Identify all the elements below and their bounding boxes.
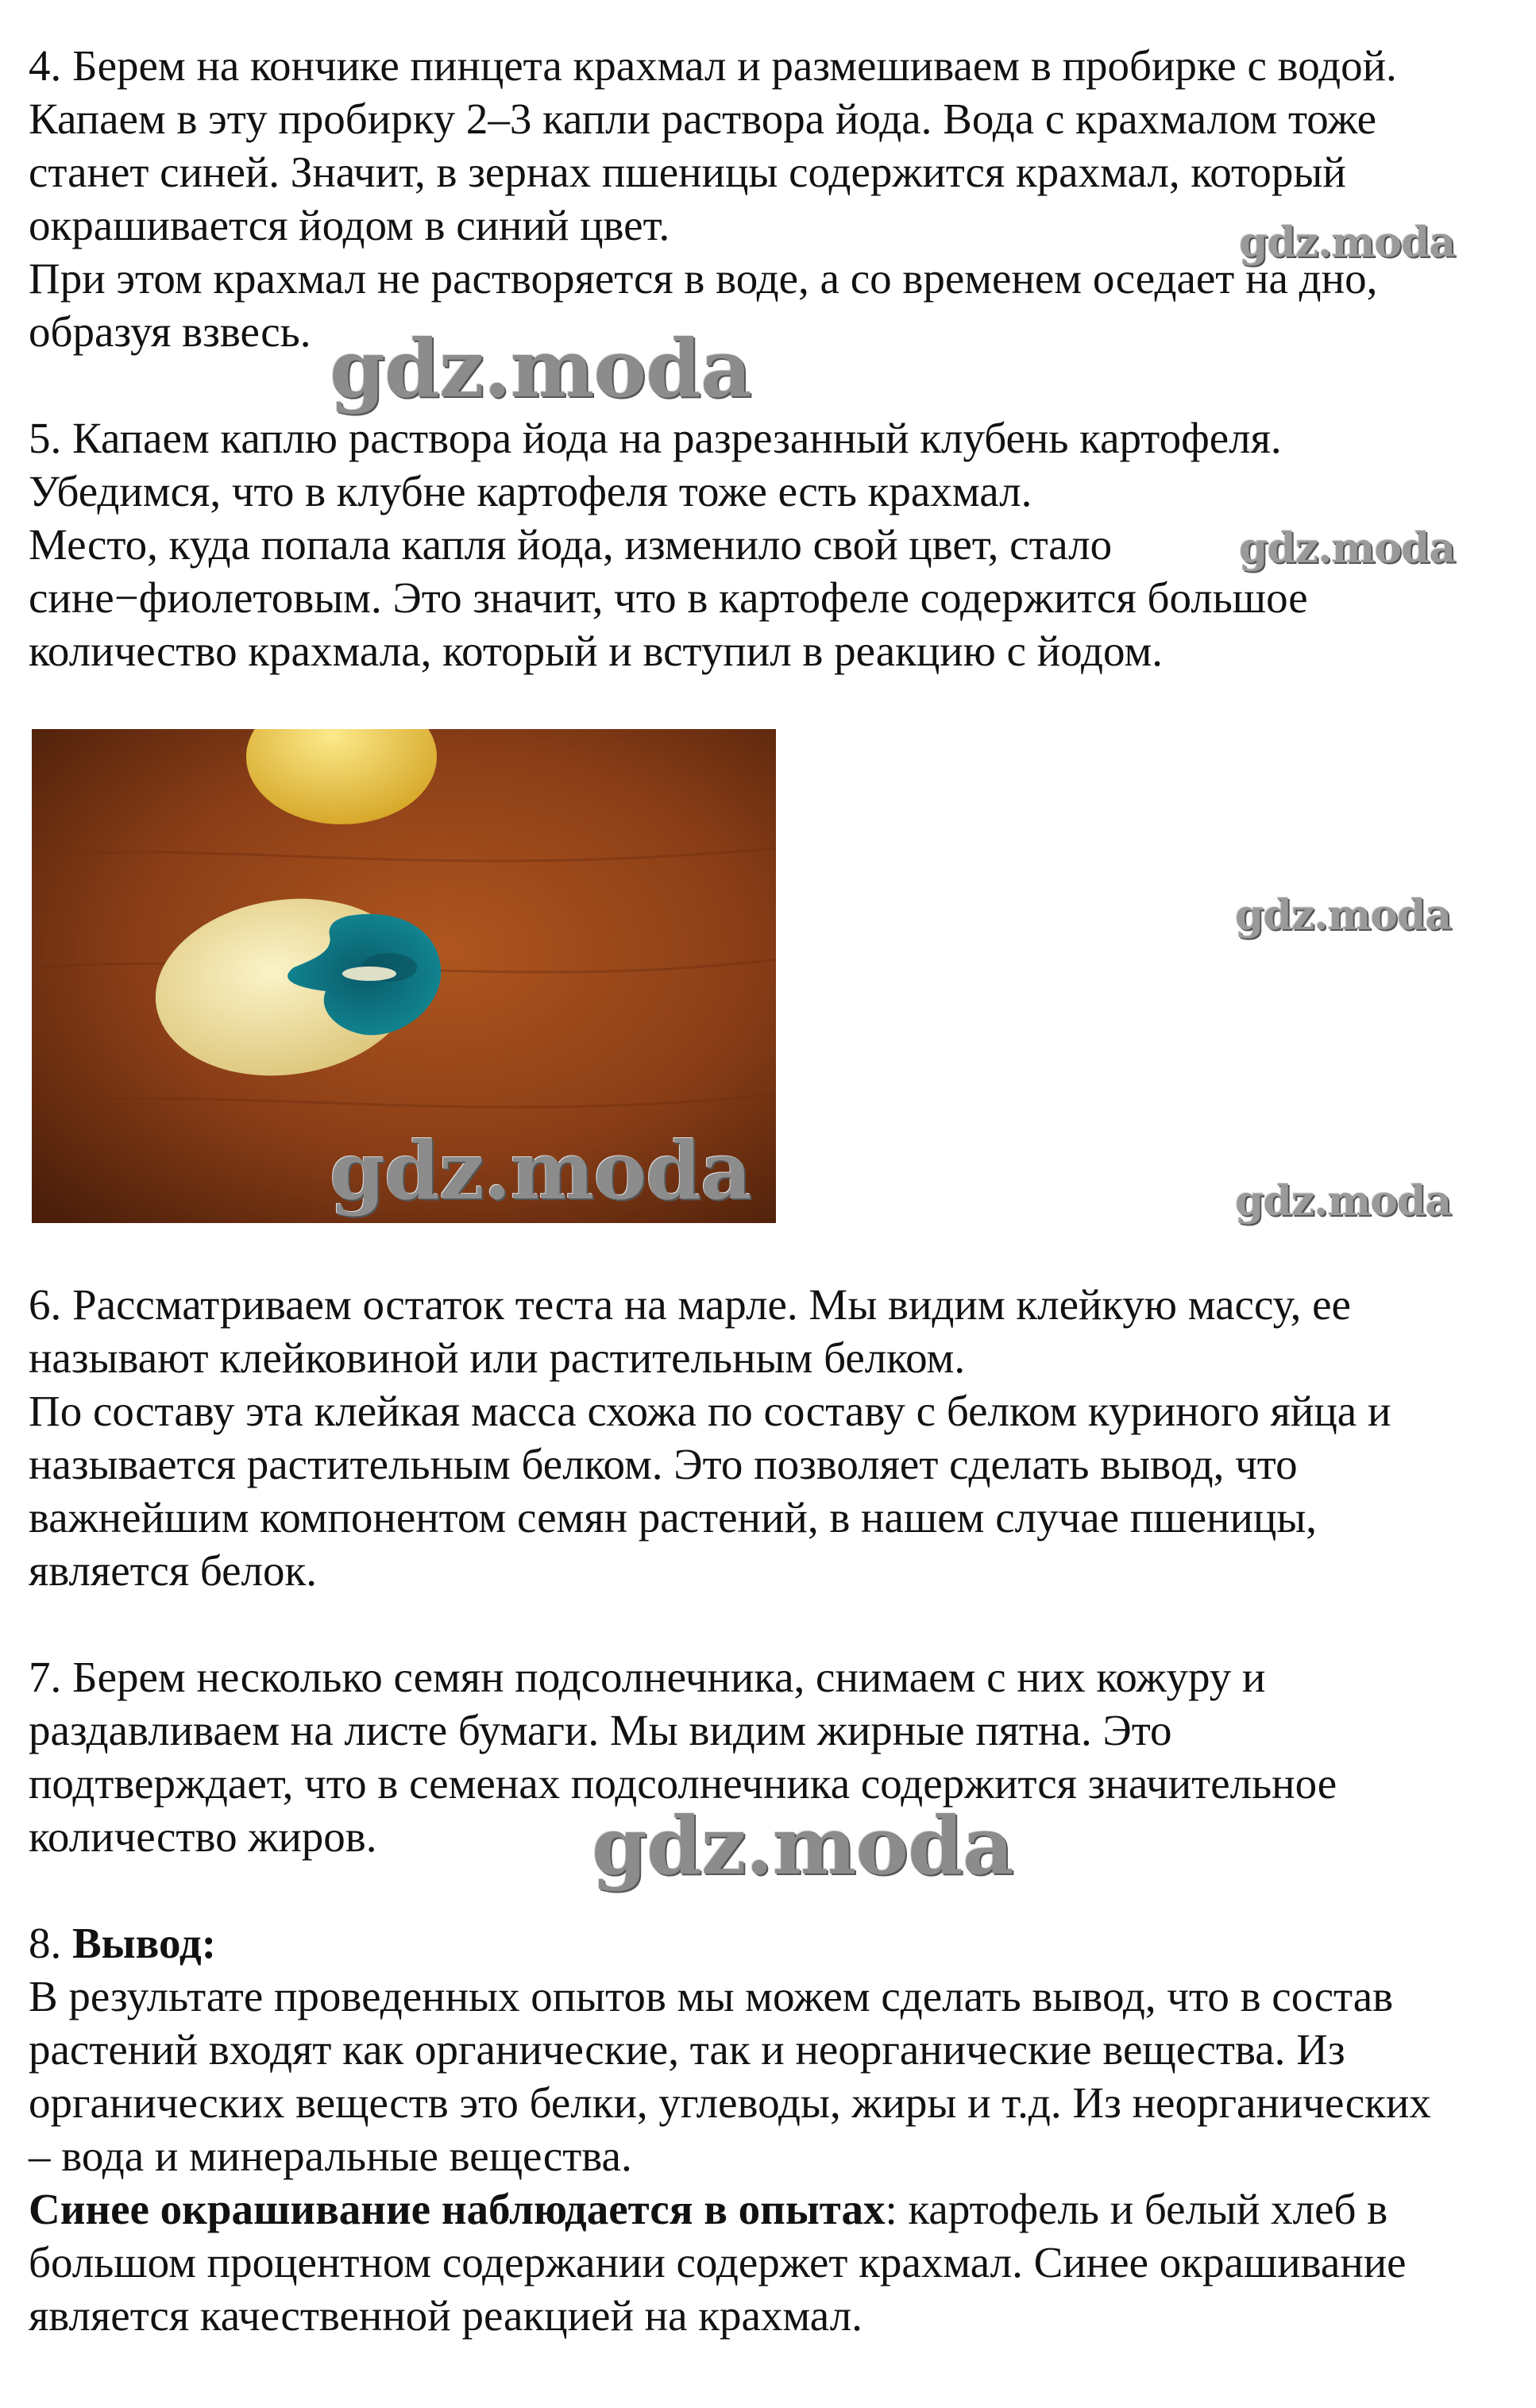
section4-line-1: 4. Берем на кончике пинцета крахмал и размешиваем в пробирке с водой. bbox=[29, 41, 1397, 90]
section8-observation bbox=[29, 2183, 1387, 2236]
section8-line-4: – вода и минеральные вещества. bbox=[29, 2132, 632, 2180]
watermark: gdz.moda bbox=[1239, 218, 1456, 267]
section8-heading bbox=[29, 1917, 216, 1970]
section5-line-5: количество крахмала, который и вступил в реакцию с йодом. bbox=[29, 627, 1164, 675]
section6-line-2: называют клейковиной или растительным белком. bbox=[29, 1333, 966, 1382]
section5-line-4: сине−фиолетовым. Это значит, что в картофеле содержится большое bbox=[29, 573, 1308, 622]
section6-line-1: 6. Рассматриваем остаток теста на марле. Мы видим клейкую массу, ее bbox=[29, 1280, 1351, 1329]
section6-line-3: По составу эта клейкая масса схожа по составу с белком куриного яйца и bbox=[29, 1387, 1391, 1435]
section4-line-2: Капаем в эту пробирку 2–3 капли раствора йода. Вода с крахмалом тоже bbox=[29, 95, 1377, 143]
section7-line-2: раздавливаем на листе бумаги. Мы видим жирные пятна. Это bbox=[29, 1706, 1172, 1754]
section8-line-1: В результате проведенных опытов мы можем сделать вывод, что в состав bbox=[29, 1972, 1394, 2020]
section7-line-1: 7. Берем несколько семян подсолнечника, снимаем с них кожуру и bbox=[29, 1653, 1266, 1701]
section5-line-3: Место, куда попала капля йода, изменило свой цвет, стало bbox=[29, 520, 1113, 569]
section4-line-4: окрашивается йодом в синий цвет. bbox=[29, 201, 670, 249]
watermark: gdz.moda bbox=[330, 322, 751, 415]
section8-line-3: органических веществ это белки, углеводы, жиры и т.д. Из неорганических bbox=[29, 2078, 1431, 2127]
section8-line-2: растений входят как органические, так и неорганические вещества. Из bbox=[29, 2025, 1345, 2074]
watermark: gdz.moda bbox=[1235, 1177, 1452, 1225]
watermark: gdz.moda bbox=[1239, 524, 1456, 573]
conclusion-heading: Вывод: bbox=[72, 1919, 217, 1967]
section8-tail-line-2: является качественной реакцией на крахмал. bbox=[29, 2291, 863, 2340]
watermark: gdz.moda bbox=[330, 1124, 751, 1218]
section4-line-6: образуя взвесь. bbox=[29, 307, 311, 356]
section8-number: 8. bbox=[29, 1919, 62, 1967]
observation-bold: Синее окрашивание наблюдается в опытах bbox=[29, 2185, 886, 2233]
section6-line-5: важнейшим компонентом семян растений, в нашем случае пшеницы, bbox=[29, 1493, 1318, 1542]
section7-line-4: количество жиров. bbox=[29, 1812, 377, 1861]
section5-line-1: 5. Капаем каплю раствора йода на разрезанный клубень картофеля. bbox=[29, 414, 1282, 462]
watermark: gdz.moda bbox=[1235, 891, 1452, 940]
section5-line-2: Убедимся, что в клубне картофеля тоже есть крахмал. bbox=[29, 467, 1032, 515]
section6-line-6: является белок. bbox=[29, 1546, 317, 1595]
section8-tail-line-1: большом процентном содержании содержет крахмал. Синее окрашивание bbox=[29, 2238, 1407, 2286]
section4-line-3: станет синей. Значит, в зернах пшеницы содержится крахмал, который bbox=[29, 148, 1346, 196]
section6-line-4: называется растительным белком. Это позволяет сделать вывод, что bbox=[29, 1440, 1298, 1488]
section4-line-5: При этом крахмал не растворяется в воде, а со временем оседает на дно, bbox=[29, 254, 1378, 303]
watermark: gdz.moda bbox=[592, 1799, 1013, 1893]
section7-line-3: подтверждает, что в семенах подсолнечника содержится значительное bbox=[29, 1759, 1337, 1808]
potato-highlight bbox=[342, 967, 396, 981]
observation-rest: : картофель и белый хлеб в bbox=[885, 2185, 1388, 2233]
